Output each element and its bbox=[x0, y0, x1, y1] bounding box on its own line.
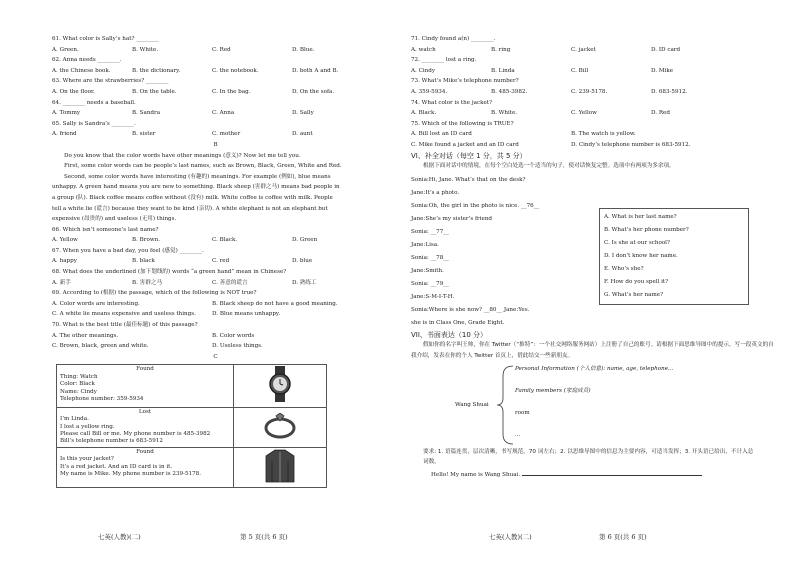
section-6-instructions: 根据下面对话中的情境，在每个空白处选一个适当的句子，使对话恢复完整。选项中有两项为多余项。 bbox=[423, 163, 675, 170]
writing-line[interactable] bbox=[522, 475, 702, 476]
section-7-instructions: 假如你的名字叫王帅，你在 Twitter（“推特”：一个社交网络服务网站）上注册了自己的账号。请根据下面思维导图中的提示，写一段英文的自我介绍，发表在你的个人 Twitter 首页上，借此结交一些新朋友。 bbox=[411, 342, 774, 359]
left-footer-subject: 七英(人教)(二) bbox=[98, 533, 141, 542]
question-63: 63. Where are the strawberries? ________ A. On the floor. B. On the table. C. In the bag. D. On the sofa. bbox=[52, 78, 335, 95]
mindmap-branch-more: ... bbox=[515, 431, 521, 438]
question-73: 73. What’s Mike’s telephone number? A. 359-5934. B. 485-3982. C. 239-5178. D. 683-5912. bbox=[411, 78, 688, 95]
question-61: 61. What color is Sally’s hat? ________ A. Green. B. White. C. Red D. Blue. bbox=[52, 36, 315, 53]
section-6-title: VI、补全对话（每空 1 分，共 5 分） bbox=[411, 151, 527, 160]
section-c-heading: C bbox=[213, 353, 218, 360]
jacket-icon bbox=[265, 449, 295, 483]
mindmap-branch-family: Family members (家庭成员) bbox=[515, 387, 591, 394]
notice-lost-ring: Lost I’m Linda. I lost a yellow ring. Please call Bill or me. My phone number is 485-3982 Bill’s telephone number is 683-5912 bbox=[57, 407, 327, 447]
dialog: Sonia:Hi, Jane. What’s that on the desk? Jane:It’s a photo. Sonia:Oh, the girl in the photo is nice. __76__ Jane:She’s my sister’s friend Sonia: __77__ Jane:Lisa. Sonia: __78__ Jane:Smith. Sonia: __79__ Jane:S-M-I-T-H. Sonia:Where is she now? __80__ Jane:Yes. she is in Class One, Grade Eight. bbox=[411, 176, 540, 326]
question-74: 74. What color is the jacket? A. Black. B. White. C. Yellow D. Red bbox=[411, 99, 670, 117]
writing-requirements: 要求: 1. 语篇连贯，层次清晰，书写规范，70 词左右；2. 以思维导图中的信息为主要内容，可适当发挥；3. 开头语已给出，不计入总词数。 bbox=[423, 448, 754, 466]
passage-b: Do you know that the color words have other meanings (意义)? Now let me tell you. First, some color words can be people’s last names, such as Brown, Black, Green, White and Red. Second, some color words have interesting (有趣的) meanings. For example (例如), blue means unhappy. A green hand means you are new to something. Black sheep (害群之马) means bad people in a group (队). Black coffee means coffee without (没有) milk. White coffee is coffee with milk. People tell a white lie (谎言) because they want to be kind (亲切). A white elephant is not an elephant but expensive (昂贵的) and useless (无用) things. bbox=[52, 152, 342, 223]
ring-icon bbox=[263, 413, 297, 439]
question-69: 69. According to (根据) the passage, which of the following is NOT true? A. Color words are interesting. B. Black sheep do not have a good meaning. C. A white lie means expensive and useless things. D. Blue means unhappy. bbox=[52, 290, 338, 318]
question-64: 64. ________ needs a baseball. A. Tommy B. Sandra C. Anna D. Sally bbox=[52, 99, 314, 117]
right-footer-page: 第 6 页(共 6 页) bbox=[599, 533, 647, 542]
notice-found-jacket: Found Is this your jacket? It’s a red jacket. And an ID card is in it. My name is Mike. My phone number is 239-5178. bbox=[57, 447, 327, 487]
question-67: 67. When you have a bad day, you feel (感觉) ________. A. happy B. black C. red D. blue bbox=[52, 247, 313, 265]
notices-table bbox=[56, 364, 327, 488]
mind-map bbox=[411, 362, 774, 447]
question-65: 65. Sally is Sandra’s ________. A. friend B. sister C. mother D. aunt bbox=[52, 120, 313, 138]
mindmap-center: Wang Shuai bbox=[455, 401, 489, 408]
right-page bbox=[397, 0, 794, 561]
notice-found-watch: Found Thing: Watch Color: Black Name: Cindy Telephone number: 359-5934 bbox=[57, 365, 327, 407]
question-68: 68. What does the underlined (加下划线的) words “a green hand” mean in Chinese? A. 新手 B. 害群之马 C. 善意的谎言 D. 熟练工 bbox=[52, 269, 317, 286]
section-b-heading: B bbox=[213, 141, 218, 148]
question-71: 71. Cindy found a(n) ________. A. watch B. ring C. jacket D. ID card bbox=[411, 36, 681, 53]
watch-icon bbox=[268, 366, 292, 402]
question-75: 75. Which of the following is TRUE? A. Bill lost an ID card B. The watch is yellow. C. Mike found a jacket and an ID card D. Cindy’s telephone number is 683-5912. bbox=[411, 120, 691, 148]
mindmap-branch-room: room bbox=[515, 409, 530, 416]
right-footer-subject: 七英(人教)(二) bbox=[489, 533, 532, 542]
section-7-title: VII、书面表达（10 分） bbox=[411, 330, 488, 339]
writing-opening: Hello! My name is Wang Shuai. bbox=[411, 470, 774, 481]
question-62: 62. Anna needs ________. A. the Chinese book. B. the dictionary. C. the notebook. D. both A and B. bbox=[52, 57, 339, 74]
dialog-options-box: A. What is her last name? B. What’s her phone number? C. Is she at our school? D. I don’t know her name. E. Who’s she? F. How do you spell it? G. What’s her name? bbox=[599, 208, 749, 305]
mindmap-branch-personal: Personal Information (个人信息): name, age, telephone... bbox=[515, 365, 674, 372]
question-66: 66. Which isn’t someone’s last name? A. Yellow B. Brown. C. Black. D. Green bbox=[52, 226, 318, 244]
left-footer-page: 第 5 页(共 6 页) bbox=[240, 533, 288, 542]
mindmap-brace bbox=[495, 364, 515, 446]
question-72: 72. ________ lost a ring. A. Cindy B. Linda C. Bill D. Mike bbox=[411, 57, 674, 74]
question-70: 70. What is the best title (最佳标题) of this passage? A. The other meanings. B. Color words C. Brown, black, green and white. D. Useless things. bbox=[52, 322, 263, 350]
